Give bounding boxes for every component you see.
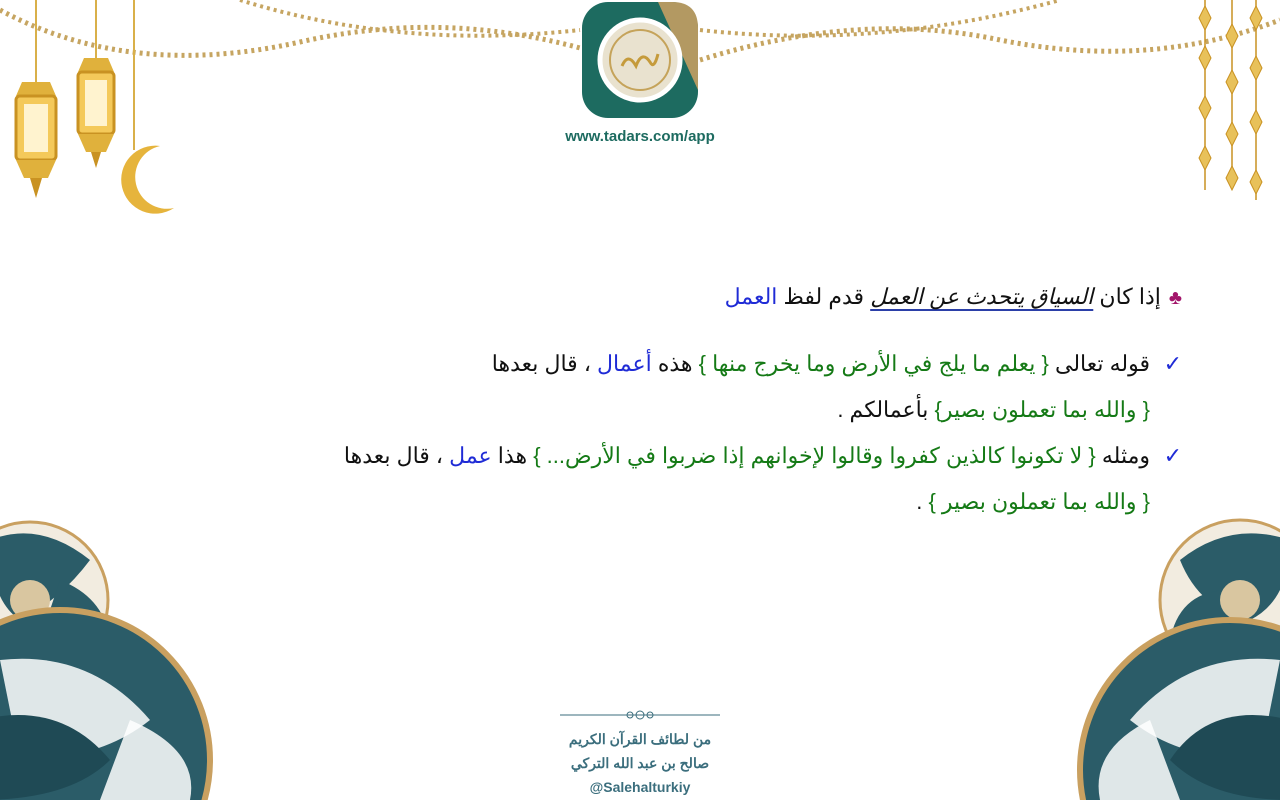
bullet-line2-tail: بأعمالكم . [837,397,929,422]
checkmark-icon: ✓ [1163,351,1182,376]
bullet-intro: ومثله [1101,443,1150,468]
bullet-line2-quote: { والله بما تعملون بصير} [934,397,1150,422]
ornament-divider-icon [560,708,720,722]
bullet-highlight: عمل [449,443,492,468]
flower-bottom-right [1080,520,1280,800]
garland-right [700,20,1280,60]
footer-line-1: من لطائف القرآن الكريم [568,731,712,747]
heading-prefix: إذا كان [1099,284,1161,309]
bullet-intro: قوله تعالى [1055,351,1150,376]
bullet-2-line-1 [102,433,1182,479]
bullet-1-line-2 [102,387,1182,433]
lantern-left-2 [78,0,114,168]
heading-highlight: العمل [724,284,778,309]
checkmark-icon: ✓ [1163,443,1182,468]
bullet-mid: هذا [497,443,528,468]
lantern-left-1 [16,0,56,198]
bullet-line2-tail: . [916,489,923,514]
bullet-mid: هذه [657,351,693,376]
footer-credit [540,708,740,799]
crescent-moon [121,146,174,214]
bullet-highlight: أعمال [597,351,652,376]
footer-handle[interactable]: @Salehalturkiy [589,779,691,795]
garland-left [0,10,580,55]
bullet-line2-quote: { والله بما تعملون بصير } [928,489,1150,514]
bullet-after: ، قال بعدها [491,351,591,376]
bullet-2-line-2 [102,479,1182,525]
bullet-after: ، قال بعدها [343,443,444,468]
bullet-quote: { يعلم ما يلج في الأرض وما يخرج منها } [698,351,1049,376]
club-suit-icon: ♣ [1168,287,1182,309]
garland-top-left [240,0,580,36]
bullet-quote: { لا تكونوا كالذين كفروا وقالوا لإخوانهم إذا ضربوا في الأرض... } [533,443,1096,468]
site-url[interactable]: www.tadars.com/app [565,128,715,145]
heading-underlined: السياق يتحدث عن العمل [870,284,1094,309]
app-logo [578,0,702,146]
main-content [102,282,1182,525]
hanging-diamonds-right [1199,0,1262,200]
bullet-1-line-1 [102,341,1182,387]
footer-line-2: صالح بن عبد الله التركي [570,755,710,771]
flower-bottom-left [0,522,210,800]
heading-line [102,282,1182,313]
heading-middle: قدم لفظ [783,284,865,309]
